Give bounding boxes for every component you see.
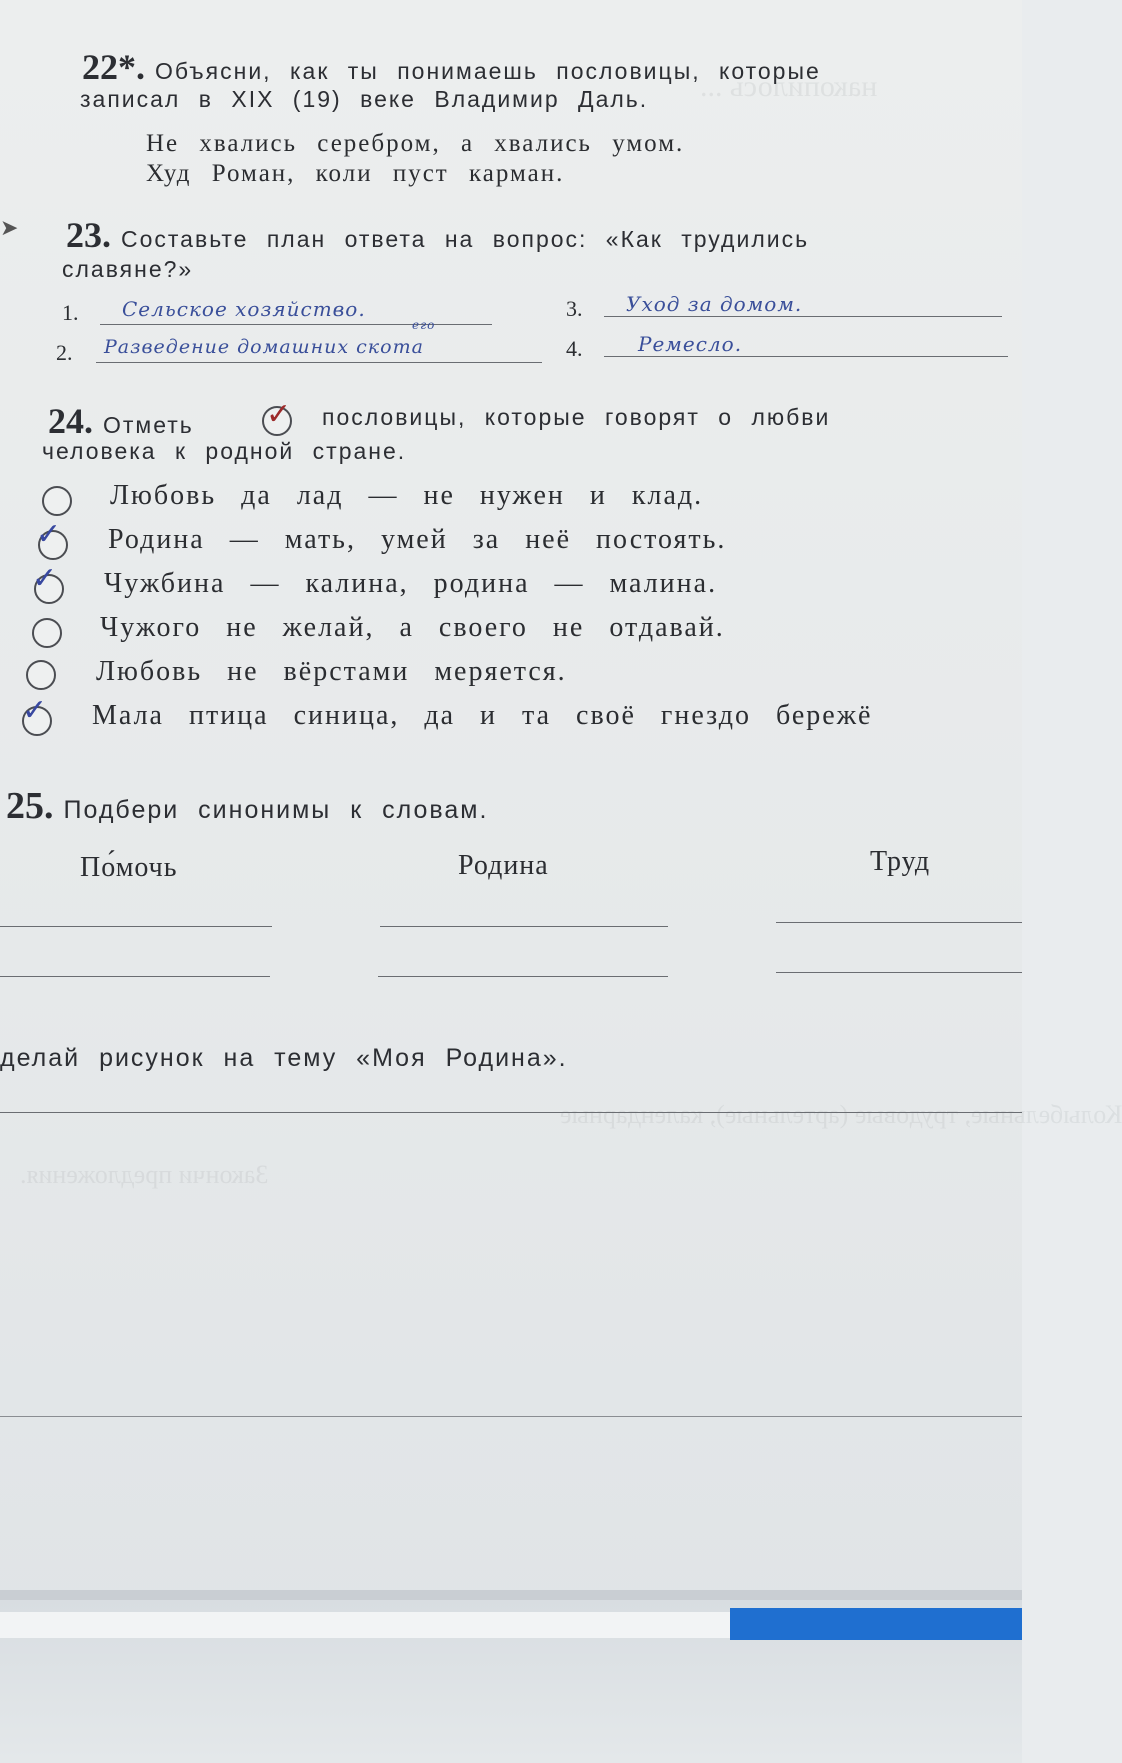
synonym-line-2a[interactable] — [380, 926, 668, 927]
task-22-text-1: Объясни, как ты понимаешь пословицы, которые — [155, 58, 821, 84]
cover-edge-white — [0, 1612, 730, 1638]
plan-line-2 — [96, 362, 542, 363]
task-22-line2: записал в XIX (19) веке Владимир Даль. — [80, 86, 649, 112]
option-text-3: Чужбина — калина, родина — малина. — [104, 568, 718, 599]
check-icon: ✓ — [22, 693, 48, 728]
task-25-number: 25. — [6, 785, 54, 827]
plan-number-4: 4. — [566, 336, 583, 361]
option-checkbox-1[interactable] — [42, 486, 72, 516]
plan-answer-2: Разведение домашних скота — [104, 336, 424, 358]
synonym-word-3: Труд — [870, 846, 931, 877]
synonym-line-1a[interactable] — [0, 926, 272, 927]
task-24-line1 — [48, 400, 194, 442]
blue-cover-edge — [730, 1608, 1022, 1640]
task-23-text-1: Составьте план ответа на вопрос: «Как трудились — [121, 226, 810, 252]
synonym-line-1b[interactable] — [0, 976, 270, 977]
synonym-word-1: По́мочь — [80, 852, 178, 883]
synonym-line-3a[interactable] — [776, 922, 1022, 923]
task-22-proverb-1: Не хвались серебром, а хвались умом. — [146, 130, 685, 157]
task-24-text-1b: пословицы, которые говорят о любви — [322, 404, 831, 430]
task-24-line2: человека к родной стране. — [42, 438, 407, 464]
pencil-mark-icon: ➤ — [0, 216, 19, 241]
option-text-6: Мала птица синица, да и та своё гнездо бережё — [92, 700, 873, 731]
task-22-proverb-2: Худ Роман, коли пуст карман. — [146, 160, 565, 187]
plan-answer-1: Сельское хозяйство. — [122, 297, 366, 321]
task-22-line1 — [82, 46, 821, 88]
plan-correction: его — [412, 318, 436, 332]
task-23-line1 — [66, 214, 809, 256]
task-25-line — [6, 784, 488, 828]
task-23-number: 23. — [66, 215, 111, 255]
plan-number-2: 2. — [56, 340, 73, 365]
bleed-through: Закончи предложения. — [20, 1160, 269, 1189]
task-22-number: 22*. — [82, 47, 145, 87]
page-shadow-edge — [0, 1590, 1022, 1600]
check-icon: ✓ — [266, 397, 292, 432]
plan-line-3 — [604, 316, 1002, 317]
option-checkbox-5[interactable] — [26, 660, 56, 690]
option-text-4: Чужого не желай, а своего не отдавай. — [100, 612, 725, 643]
synonym-line-2b[interactable] — [378, 976, 668, 977]
check-icon: ✓ — [36, 517, 62, 552]
plan-number-3: 3. — [566, 296, 583, 321]
task-24-number: 24. — [48, 401, 93, 441]
synonym-line-3b[interactable] — [776, 972, 1022, 973]
bleed-through: Колыбельные, трудовые (артельные), календарные — [560, 1100, 1122, 1129]
option-text-2: Родина — мать, умей за неё постоять. — [108, 524, 727, 555]
check-icon: ✓ — [32, 561, 58, 596]
drawing-line-top — [0, 1112, 1022, 1113]
task-23-line2: славяне?» — [62, 256, 194, 282]
plan-answer-4: Ремесло. — [638, 332, 743, 356]
synonym-word-2: Родина — [458, 850, 549, 881]
bleed-through: накопилось ... — [700, 70, 878, 103]
plan-answer-3: Уход за домом. — [626, 292, 803, 316]
option-text-5: Любовь не вёрстами меряется. — [96, 656, 567, 687]
option-text-1: Любовь да лад — не нужен и клад. — [110, 480, 704, 511]
option-checkbox-4[interactable] — [32, 618, 62, 648]
drawing-line-bottom — [0, 1416, 1022, 1417]
plan-line-4 — [604, 356, 1008, 357]
plan-number-1: 1. — [62, 300, 79, 325]
task-26-line: делай рисунок на тему «Моя Родина». — [0, 1044, 568, 1072]
task-24-text-1a: Отметь — [103, 412, 194, 438]
task-25-text: Подбери синонимы к словам. — [63, 796, 489, 824]
